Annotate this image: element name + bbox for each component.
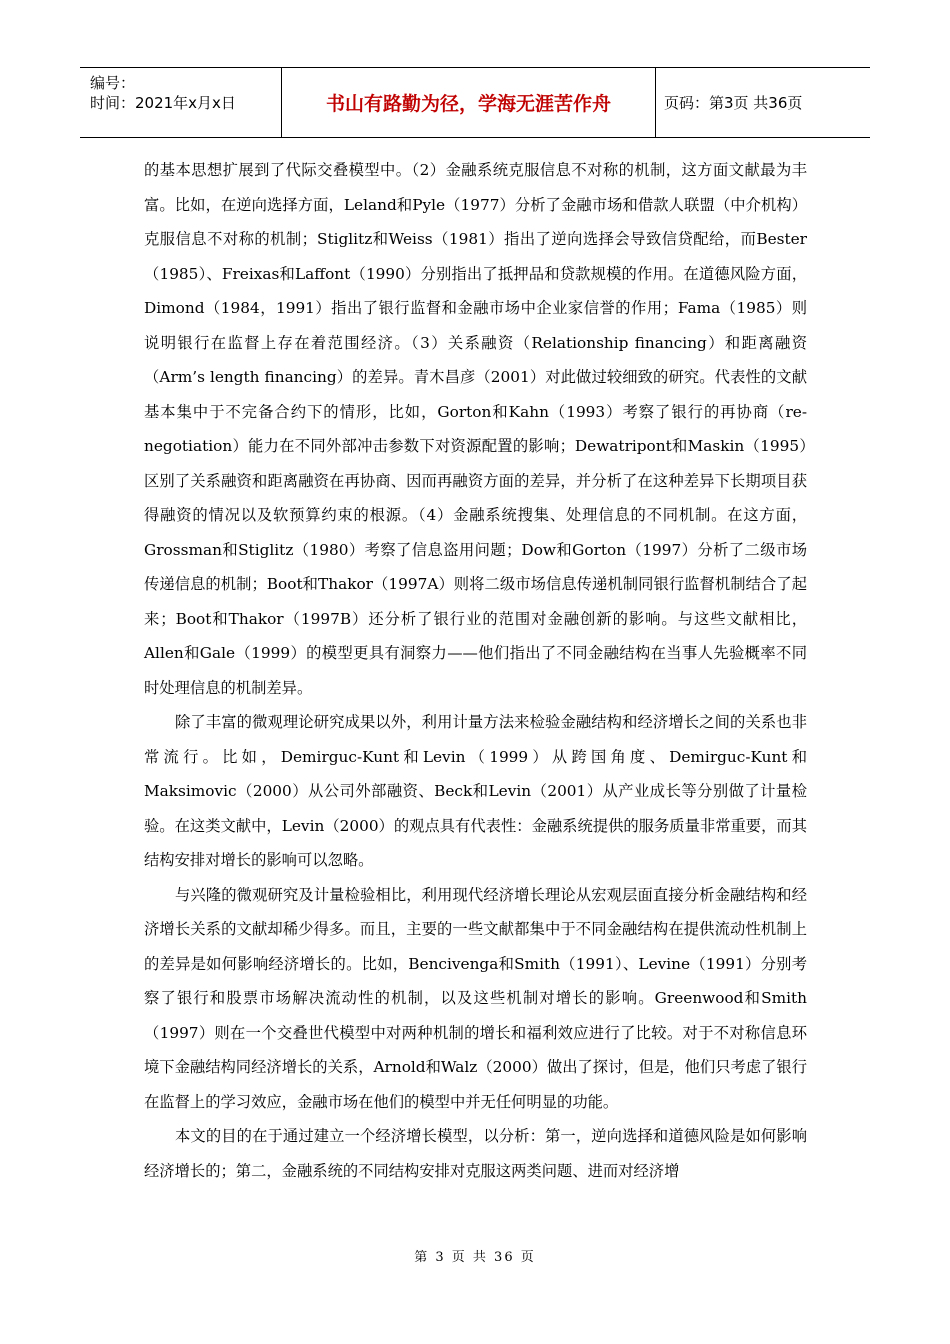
body-paragraph: 本文的目的在于通过建立一个经济增长模型，以分析：第一，逆向选择和道德风险是如何影响经济增长的；第二，金融系统的不同结构安排对克服这两类问题、进而对经济增 bbox=[144, 1127, 807, 1180]
document-number-label: 编号： bbox=[90, 74, 136, 92]
body-paragraph: 除了丰富的微观理论研究成果以外，利用计量方法来检验金融结构和经济增长之间的关系也非常流行。比如，Demirguc-Kunt和Levin（1999）从跨国角度、Demirguc-Kunt和Maksimovic（2000）从公司外部融资、Beck和Levin（2001）从产业成长等分别做了计量检验。在这类文献中，Levin（2000）的观点具有代表性：金融系统提供的服务质量非常重要，而其结构安排对增长的影响可以忽略。 bbox=[144, 713, 807, 869]
document-body bbox=[144, 153, 807, 1188]
document-date: 时间：2021年x月x日 bbox=[90, 94, 236, 112]
body-paragraph: 的基本思想扩展到了代际交叠模型中。（2）金融系统克服信息不对称的机制，这方面文献最为丰富。比如，在逆向选择方面，Leland和Pyle（1977）分析了金融市场和借款人联盟（中介机构）克服信息不对称的机制；Stiglitz和Weiss（1981）指出了逆向选择会导致信贷配给，而Bester（1985）、Freixas和Laffont（1990）分别指出了抵押品和贷款规模的作用。在道德风险方面，Dimond（1984，1991）指出了银行监督和金融市场中企业家信誉的作用；Fama（1985）则说明银行在监督上存在着范围经济。（3）关系融资（Relationship financing）和距离融资（Arm’s length financing）的差异。青木昌彦（2001）对此做过较细致的研究。代表性的文献基本集中于不完备合约下的情形，比如，Gorton和Kahn（1993）考察了银行的再协商（re-negotiation）能力在不同外部冲击参数下对资源配置的影响；Dewatripont和Maskin（1995）区别了关系融资和距离融资在再协商、因而再融资方面的差异，并分析了在这种差异下长期项目获得融资的情况以及软预算约束的根源。（4）金融系统搜集、处理信息的不同机制。在这方面，Grossman和Stiglitz（1980）考察了信息盗用问题；Dow和Gorton（1997）分析了二级市场传递信息的机制；Boot和Thakor（1997A）则将二级市场信息传递机制同银行监督机制结合了起来；Boot和Thakor（1997B）还分析了银行业的范围对金融创新的影响。与这些文献相比，Allen和Gale（1999）的模型更具有洞察力——他们指出了不同金融结构在当事人先验概率不同时处理信息的机制差异。 bbox=[144, 161, 807, 697]
header-page-info: 页码：第3页 共36页 bbox=[664, 94, 803, 112]
page-header bbox=[80, 67, 870, 138]
header-motto: 书山有路勤为径，学海无涯苦作舟 bbox=[282, 68, 656, 137]
header-meta bbox=[80, 68, 282, 137]
body-paragraph: 与兴隆的微观研究及计量检验相比，利用现代经济增长理论从宏观层面直接分析金融结构和经济增长关系的文献却稀少得多。而且，主要的一些文献都集中于不同金融结构在提供流动性机制上的差异是如何影响经济增长的。比如，Bencivenga和Smith（1991）、Levine（1991）分别考察了银行和股票市场解决流动性的机制，以及这些机制对增长的影响。Greenwood和Smith（1997）则在一个交叠世代模型中对两种机制的增长和福利效应进行了比较。对于不对称信息环境下金融结构同经济增长的关系，Arnold和Walz（2000）做出了探讨，但是，他们只考虑了银行在监督上的学习效应，金融市场在他们的模型中并无任何明显的功能。 bbox=[144, 885, 807, 1111]
page-footer: 第 3 页 共 36 页 bbox=[414, 1250, 536, 1265]
